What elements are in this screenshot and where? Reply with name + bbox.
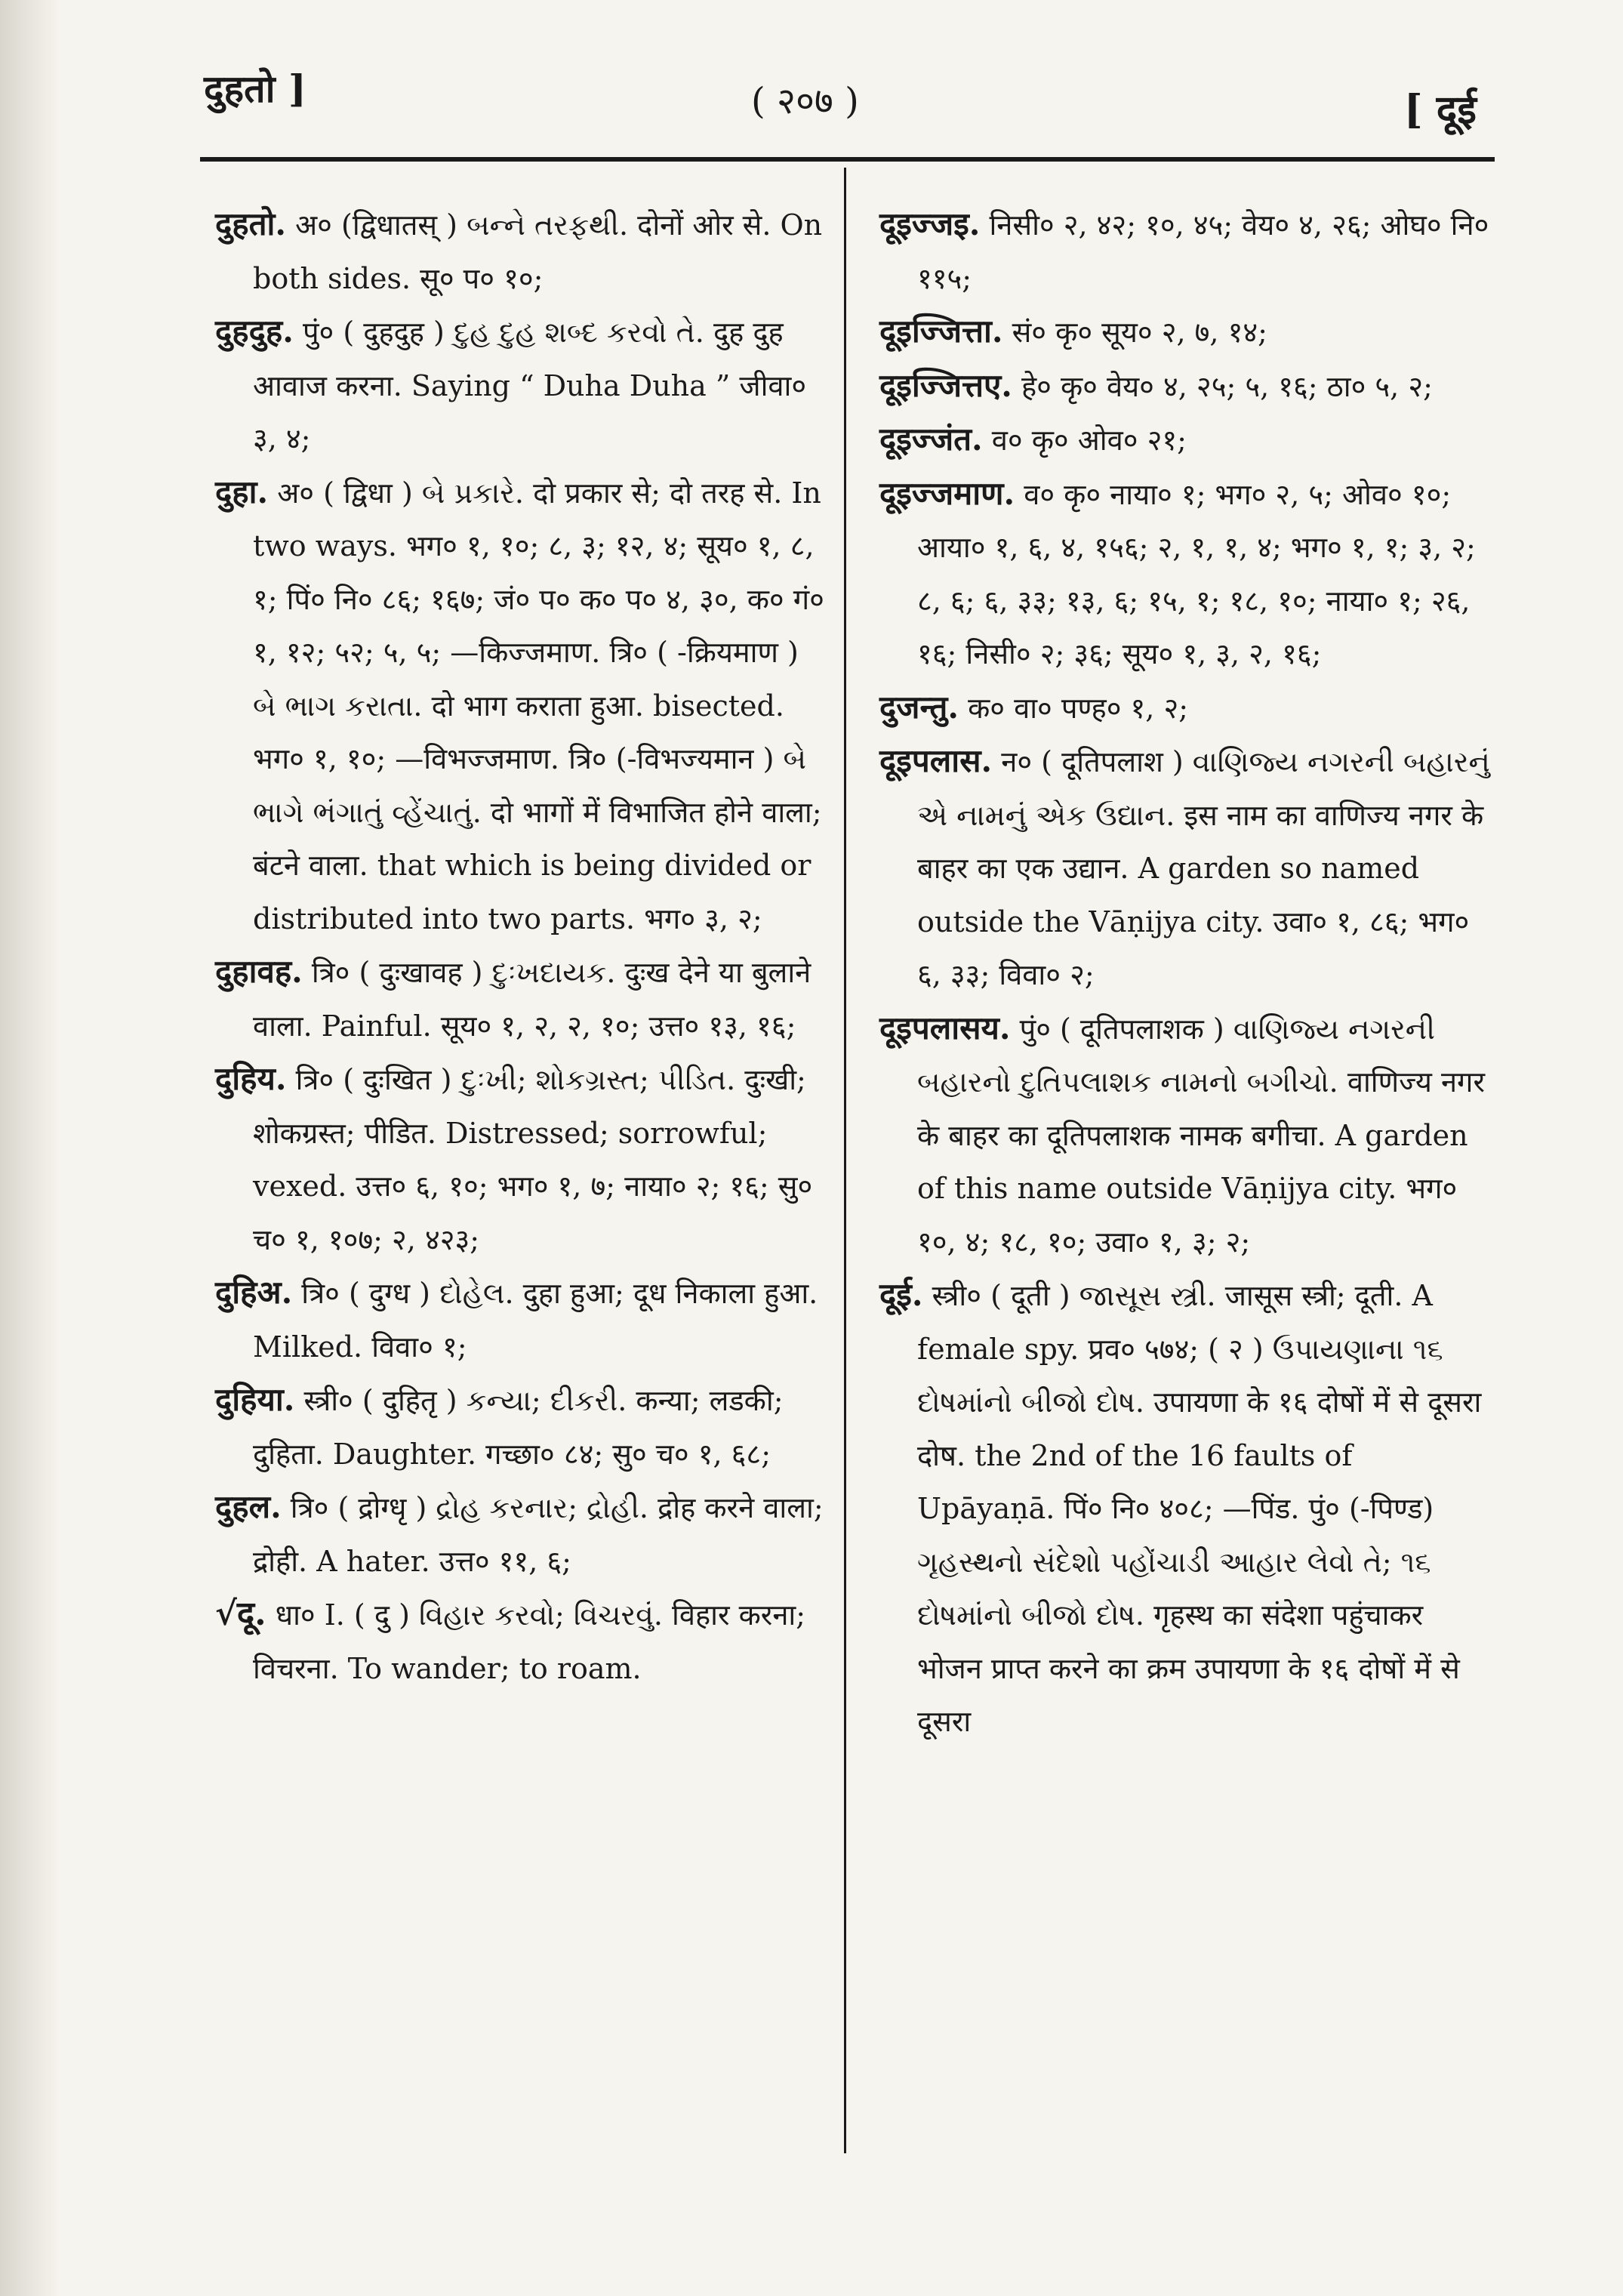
entry-headword: दूइज्जित्ता. — [879, 313, 1003, 350]
dictionary-entry — [879, 359, 1495, 414]
dictionary-entry — [215, 945, 827, 1052]
dictionary-entry — [879, 1268, 1495, 1749]
entry-headword: दुहा. — [215, 473, 269, 510]
entry-text: त्रि० ( दुःखित ) દુઃખી; શોકગ્રસ્ત; પીડિત. दुःखी; शोकग्रस्त; पीडित. Distressed; sorrowful; vexed. उत्त० ६, १०; भग० १, ७; नाया० २; १६; सु० च० १, १०७; २, ४२३; — [253, 1063, 813, 1256]
dictionary-entry — [215, 1373, 827, 1481]
entry-text: त्रि० ( दुग्ध ) દોહેલ. दुहा हुआ; दूध निकाला हुआ. Milked. विवा० १; — [253, 1277, 818, 1364]
right-column — [879, 198, 1495, 1749]
dictionary-entry — [879, 1002, 1495, 1269]
entry-text: व० कृ० नाया० १; भग० २, ५; ओव० १०; आया० १, ६, ४, १५६; २, १, १, ४; भग० १, १; ३, २; ८, ६; ६, ३३; १३, ६; १५, १; १८, १०; नाया० १; २६, १६; निसी० २; ३६; सूय० १, ३, २, १६; — [917, 477, 1476, 670]
entry-headword: दूइपलासय. — [879, 1009, 1011, 1046]
running-head-left: दुहतो ] — [204, 66, 306, 111]
entry-text: स्त्री० ( दूती ) જાસૂસ સ્ત્રી. जासूस स्त्री; दूती. A female spy. प्रव० ५७४; ( २ ) ઉપાયણાના ૧૬ દોષમાંનો બીજો દોષ. उपायणा के १६ दोषों में से दूसरा दोष. the 2nd of the 16 faults of Upāyaṇā. पिं० नि० ४०८; —पिंड. पुं० (-पिण्ड) ગૃહસ્થનો સંદેશો પહોંચાડી આહાર લેવો તે; ૧૬ દોષમાંનો બીજો દોષ. गृहस्थ का संदेशा पहुंचाकर भोजन प्राप्त करने का क्रम उपायणा के १६ दोषों में से दूसरा — [917, 1279, 1482, 1738]
entry-text: हे० कृ० वेय० ४, २५; ५, १६; ठा० ५, २; — [1021, 369, 1433, 403]
entry-headword: दुहिय. — [215, 1060, 287, 1097]
entry-headword: दूइज्जंत. — [879, 421, 983, 458]
page-number: ( २०७ ) — [751, 80, 859, 122]
dictionary-entry — [879, 681, 1495, 735]
entry-headword: दुहल. — [215, 1488, 282, 1525]
running-head-right: [ दूई — [1404, 87, 1477, 133]
entry-headword: दूइज्जित्तए. — [879, 366, 1012, 404]
dictionary-entry — [879, 305, 1495, 359]
entry-headword: दूइज्जमाण. — [879, 474, 1015, 512]
entry-headword: दुहदुह. — [215, 313, 294, 350]
entry-text: पुं० ( दुहदुह ) દુહ દુહ શબ્દ કરવો તે. दुह दुह आवाज करना. Saying “ Duha Duha ” जीवा० ३, ४; — [253, 316, 807, 455]
entry-headword: दुहिअ. — [215, 1274, 293, 1311]
entry-headword: दुजन्तु. — [879, 688, 959, 726]
dictionary-entry — [215, 466, 827, 946]
entry-headword: दूइज्जइ. — [879, 205, 981, 242]
column-divider — [844, 168, 846, 2153]
entry-text: न० ( दूतिपलाश ) વાણિજ્ય નગરની બહારનું એ નામનું એક ઉદ્યાન. इस नाम का वाणिज्य नगर के बाहर का एक उद्यान. A garden so named outside the Vāṇijya city. उवा० १, ८६; भग० ६, ३३; विवा० २; — [917, 745, 1490, 991]
page-binding-shadow — [0, 0, 60, 2296]
dictionary-entry — [215, 1481, 827, 1588]
entry-headword: दूई. — [879, 1276, 923, 1313]
dictionary-entry — [215, 198, 827, 305]
dictionary-entry — [879, 413, 1495, 467]
entry-text: धा० I. ( दु ) વિહાર કરવો; વિચરવું. विहार करना; विचरना. To wander; to roam. — [253, 1598, 806, 1685]
entry-text: त्रि० ( दुःखावह ) દુઃખદાયક. दुःख देने या बुलाने वाला. Painful. सूय० १, २, २, १०; उत्त० १३, १६; — [253, 956, 812, 1043]
entry-text: व० कृ० ओव० २१; — [991, 424, 1187, 457]
dictionary-entry — [215, 1266, 827, 1373]
dictionary-entry — [879, 735, 1495, 1002]
entry-headword: दुहावह. — [215, 953, 303, 990]
entry-headword: दुहिया. — [215, 1381, 295, 1418]
entry-text: निसी० २, ४२; १०, ४५; वेय० ४, २६; ओघ० नि० ११५; — [917, 208, 1489, 295]
entry-text: स्त्री० ( दुहितृ ) કન્યા; દીકરી. कन्या; लडकी; दुहिता. Daughter. गच्छा० ८४; सु० च० १, ६८; — [253, 1384, 784, 1471]
entry-text: अ० (द्विधातस् ) બન્ને તરફથી. दोनों ओर से. On both sides. सू० प० १०; — [253, 208, 823, 295]
entry-text: पुं० ( दूतिपलाशक ) વાણિજ્ય નગરની બહારનો દુતિપલાશક નામનો બગીચો. वाणिज्य नगर के बाहर का दूतिपलाशक नामक बगीचा. A garden of this name outside Vāṇijya city. भग० १०, ४; १८, १०; उवा० १, ३; २; — [917, 1012, 1485, 1259]
entry-text: क० वा० पण्ह० १, २; — [968, 691, 1189, 725]
dictionary-entry — [215, 1052, 827, 1266]
dictionary-entry — [215, 1588, 827, 1695]
entry-text: त्रि० ( द्रोग्धृ ) દ્રોહ કરનાર; દ્રોહી. द्रोह करने वाला; द्रोही. A hater. उत्त० ११, ६; — [253, 1491, 824, 1578]
entry-text: सं० कृ० सूय० २, ७, १४; — [1012, 316, 1267, 349]
dictionary-entry — [215, 305, 827, 466]
entry-headword: दुहतो. — [215, 205, 287, 242]
dictionary-entry — [879, 467, 1495, 681]
header-rule — [200, 157, 1495, 162]
entry-text: अ० ( द्विधा ) બે પ્રકારે. दो प्रकार से; दो तरह से. In two ways. भग० १, १०; ८, ३; १२, ४; सूय० १, ८, १; पिं० नि० ८६; १६७; जं० प० क० प० ४, ३०, क० गं० १, १२; ५२; ५, ५; —किज्जमाण. त्रि० ( -क्रियमाण ) બે ભાગ કરાતા. दो भाग कराता हुआ. bisected. भग० १, १०; —विभज्जमाण. त्रि० (-विभज्यमान ) બે ભાગે ભંગાતું વ્હેંચાતું. दो भागों में विभाजित होने वाला; बंटने वाला. that which is being divided or distributed into two parts. भग० ३, २; — [253, 476, 824, 935]
left-column — [215, 198, 827, 1695]
entry-headword: दूइपलास. — [879, 742, 993, 779]
entry-headword: √दू. — [215, 1595, 266, 1633]
dictionary-entry — [879, 198, 1495, 305]
